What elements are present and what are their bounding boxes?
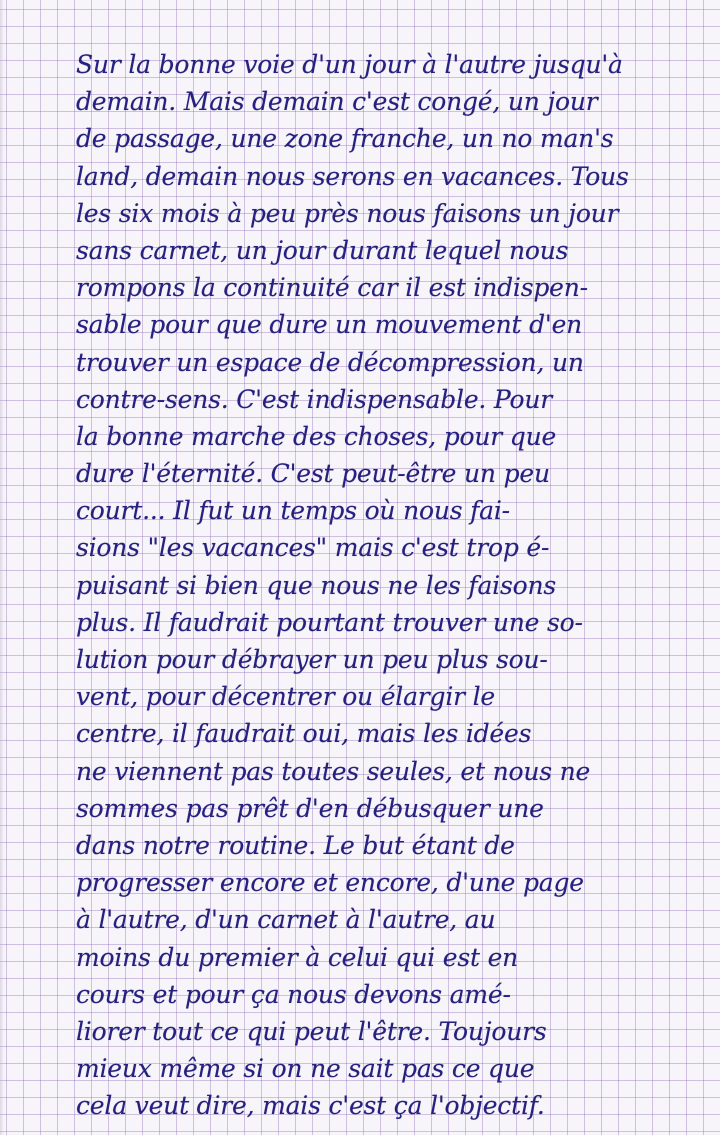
handwritten-line: land, demain nous serons en vacances. Tous	[76, 161, 629, 191]
handwritten-line: contre-sens. C'est indispensable. Pour	[76, 384, 553, 414]
handwritten-line: dans notre routine. Le but étant de	[76, 830, 515, 860]
handwritten-line: sans carnet, un jour durant lequel nous	[76, 235, 569, 265]
handwritten-line: cela veut dire, mais c'est ça l'objectif.	[76, 1091, 545, 1121]
page-edge-shadow	[0, 0, 4, 1135]
handwritten-line: Sur la bonne voie d'un jour à l'autre jusqu'à	[76, 50, 623, 79]
handwritten-line: les six mois à peu près nous faisons un jour	[76, 198, 619, 228]
handwritten-line: à l'autre, d'un carnet à l'autre, au	[76, 905, 496, 935]
handwritten-line: puisant si bien que nous ne les faisons	[76, 570, 556, 600]
handwritten-line: demain. Mais demain c'est congé, un jour	[76, 87, 598, 117]
handwritten-line: cours et pour ça nous devons amé-	[76, 979, 511, 1009]
handwritten-text	[76, 46, 676, 1124]
handwritten-line: plus. Il faudrait pourtant trouver une so-	[76, 607, 583, 637]
handwritten-line: centre, il faudrait oui, mais les idées	[76, 719, 532, 749]
handwritten-line: lution pour débrayer un peu plus sou-	[76, 645, 548, 674]
handwritten-line: court... Il fut un temps où nous fai-	[76, 496, 510, 526]
handwritten-line: sommes pas prêt d'en débusquer une	[76, 793, 544, 823]
handwritten-line: vent, pour décentrer ou élargir le	[76, 682, 496, 712]
handwritten-line: sions "les vacances" mais c'est trop é-	[76, 533, 550, 563]
handwritten-line: liorer tout ce qui peut l'être. Toujours	[76, 1016, 547, 1046]
handwritten-line: rompons la continuité car il est indispen-	[76, 273, 588, 303]
handwritten-line: ne viennent pas toutes seules, et nous ne	[76, 756, 591, 786]
handwritten-line: moins du premier à celui qui est en	[76, 942, 519, 972]
handwritten-line: sable pour que dure un mouvement d'en	[76, 310, 583, 340]
handwritten-line: trouver un espace de décompression, un	[76, 347, 584, 377]
handwritten-line: dure l'éternité. C'est peut-être un peu	[76, 459, 550, 489]
handwritten-line: progresser encore et encore, d'une page	[76, 868, 584, 898]
handwritten-line: de passage, une zone franche, un no man's	[76, 124, 614, 154]
handwritten-line: mieux même si on ne sait pas ce que	[76, 1054, 535, 1084]
handwritten-line: la bonne marche des choses, pour que	[76, 421, 557, 451]
